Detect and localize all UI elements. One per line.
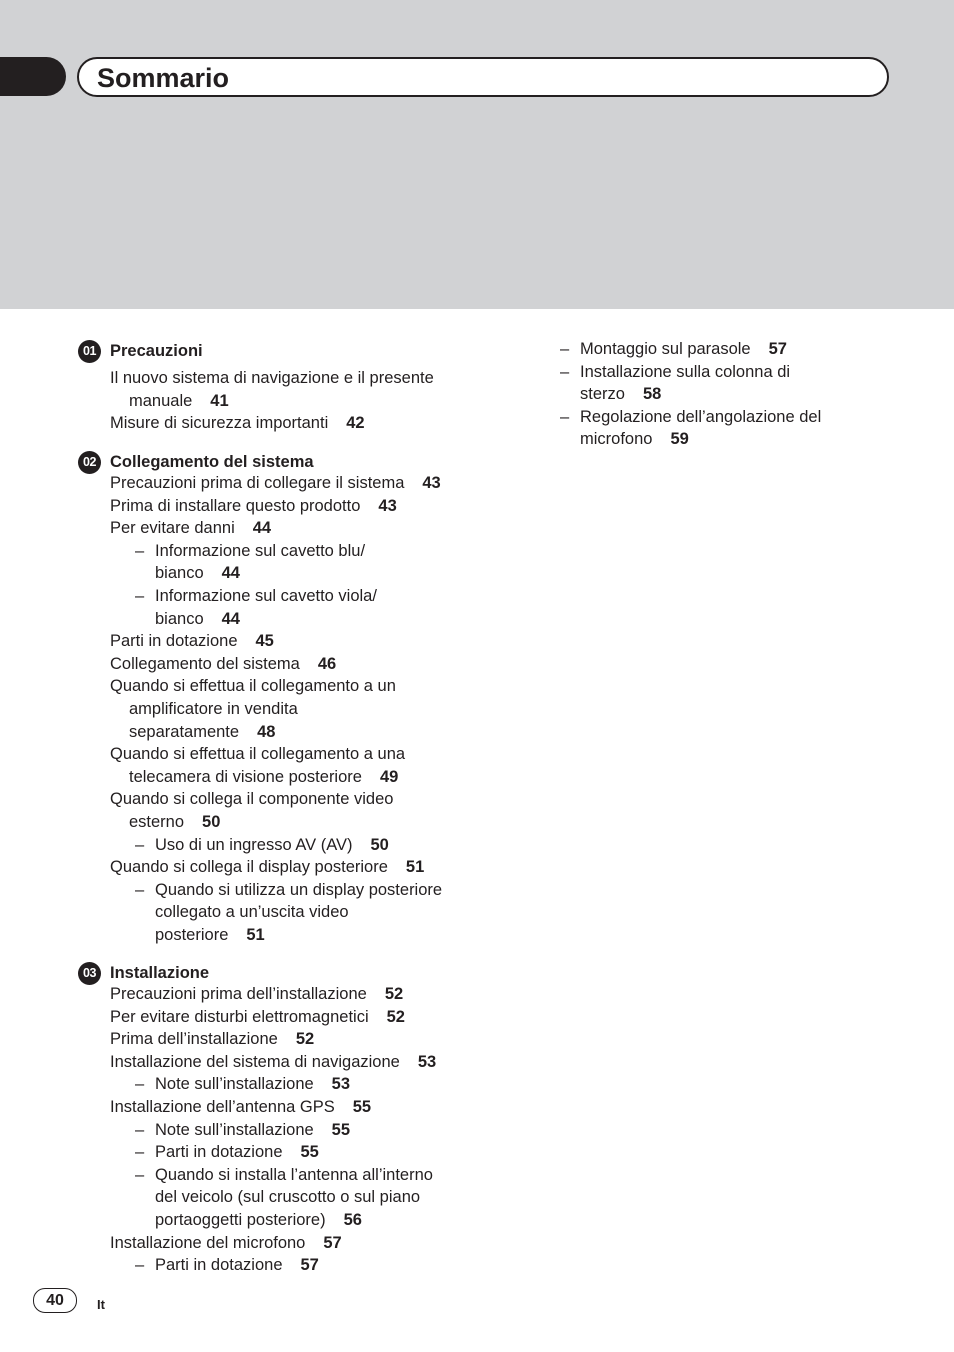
section-number-badge: 03	[78, 962, 101, 985]
header-band	[0, 0, 954, 309]
entry-text: Informazione sul cavetto blu/	[155, 541, 366, 560]
entry-text: Per evitare disturbi elettromagnetici	[110, 1007, 369, 1026]
dash-bullet: –	[135, 1075, 145, 1094]
page-ref: 56	[343, 1211, 362, 1229]
entry-text: Precauzioni prima di collegare il sistema	[110, 474, 405, 492]
section-title[interactable]: Precauzioni	[110, 342, 203, 360]
dash-bullet: –	[560, 407, 570, 426]
entry-text: Prima di installare questo prodotto	[110, 496, 361, 515]
entry-text: Parti in dotazione	[110, 632, 238, 651]
entry-text: Informazione sul cavetto viola/	[155, 587, 377, 605]
dash-bullet: –	[135, 587, 145, 605]
chapter-tab	[0, 57, 66, 96]
entry-text: Installazione del sistema di navigazione	[110, 1052, 400, 1071]
dash-bullet: –	[135, 835, 145, 854]
entry-text: Regolazione dell’angolazione del	[580, 407, 822, 426]
entry-text: bianco	[155, 609, 204, 628]
entry-text: sterzo	[580, 385, 625, 404]
entry-text: Installazione sulla colonna di	[580, 362, 791, 381]
page-ref: 44	[221, 564, 240, 583]
page-ref: 50	[370, 835, 389, 854]
entry-text: Prima dell’installazione	[110, 1030, 278, 1049]
entry-text: portaoggetti posteriore)	[155, 1211, 326, 1229]
language-code: It	[97, 1297, 105, 1312]
page-ref: 44	[252, 519, 272, 538]
entry-text: Collegamento del sistema	[110, 654, 300, 673]
entry-text: manuale	[129, 391, 193, 410]
entry-text: Uso di un ingresso AV (AV)	[155, 835, 353, 854]
dash-bullet: –	[560, 340, 570, 358]
page-title: Sommario	[97, 63, 230, 93]
dash-bullet: –	[135, 1120, 145, 1139]
page-ref: 57	[768, 340, 787, 358]
page-ref: 52	[386, 1007, 405, 1026]
section-title[interactable]: Collegamento del sistema	[110, 453, 314, 471]
section-number-badge: 02	[78, 451, 101, 474]
entry-text: separatamente	[129, 722, 240, 741]
page-ref: 48	[257, 722, 276, 741]
page-ref: 51	[405, 858, 425, 877]
page-ref: 55	[300, 1143, 319, 1162]
page-ref: 53	[417, 1052, 437, 1071]
entry-text: telecamera di visione posteriore	[129, 767, 362, 786]
dash-bullet: –	[560, 362, 570, 381]
entry-text: Parti in dotazione	[155, 1143, 283, 1162]
entry-text: bianco	[155, 564, 204, 583]
entry-text: collegato a un’uscita video	[155, 903, 349, 922]
page-ref: 52	[384, 985, 404, 1003]
entry-text: Quando si effettua il collegamento a un	[110, 677, 396, 696]
page-ref: 42	[346, 414, 365, 433]
entry-text: Quando si utilizza un display posteriore	[155, 880, 443, 899]
dash-bullet: –	[135, 1143, 145, 1162]
entry-text: Quando si collega il componente video	[110, 790, 394, 809]
dash-bullet: –	[135, 880, 145, 899]
entry-text: Per evitare danni	[110, 519, 235, 538]
entry-text: Quando si collega il display posteriore	[110, 858, 388, 877]
entry-text: Note sull’installazione	[155, 1075, 314, 1094]
entry-text: Quando si effettua il collegamento a una	[110, 745, 406, 764]
entry-text: esterno	[129, 813, 185, 831]
entry-text: del veicolo (sul cruscotto o sul piano	[155, 1188, 421, 1207]
entry-text: Installazione del microfono	[110, 1233, 306, 1252]
page-ref: 52	[295, 1030, 315, 1049]
dash-bullet: –	[135, 541, 145, 560]
page-ref: 45	[255, 632, 274, 651]
page-ref: 49	[379, 767, 399, 786]
section-title[interactable]: Installazione	[110, 964, 210, 982]
entry-text: amplificatore in vendita	[129, 700, 298, 718]
entry-text: Il nuovo sistema di navigazione e il presente	[110, 369, 434, 387]
page-ref: 55	[331, 1120, 351, 1139]
dash-bullet: –	[135, 1165, 145, 1184]
page-ref: 59	[670, 430, 689, 449]
entry-text: Misure di sicurezza importanti	[110, 414, 329, 433]
page-ref: 44	[221, 609, 240, 628]
entry-text: Parti in dotazione	[155, 1256, 283, 1275]
page-number: 40	[33, 1288, 77, 1313]
title-frame	[77, 57, 889, 97]
page-ref: 46	[317, 654, 337, 673]
entry-text: Note sull’installazione	[155, 1120, 314, 1139]
page-ref: 51	[246, 926, 265, 944]
page-ref: 57	[300, 1256, 319, 1275]
page-ref: 55	[352, 1098, 372, 1116]
entry-text: microfono	[580, 430, 653, 449]
page-ref: 41	[210, 391, 229, 410]
page-ref: 43	[378, 496, 397, 515]
entry-text: Quando si installa l’antenna all’interno	[155, 1165, 433, 1184]
entry-text: posteriore	[155, 926, 229, 944]
page-ref: 53	[331, 1075, 351, 1094]
dash-bullet: –	[135, 1256, 145, 1275]
page-ref: 57	[323, 1233, 342, 1252]
page-ref: 43	[422, 474, 441, 492]
entry-text: Installazione dell’antenna GPS	[110, 1098, 335, 1116]
entry-text: Montaggio sul parasole	[580, 340, 751, 358]
section-number-badge: 01	[78, 340, 101, 363]
entry-text: Precauzioni prima dell’installazione	[110, 985, 367, 1003]
page-ref: 50	[202, 813, 221, 831]
page-ref: 58	[642, 385, 662, 404]
